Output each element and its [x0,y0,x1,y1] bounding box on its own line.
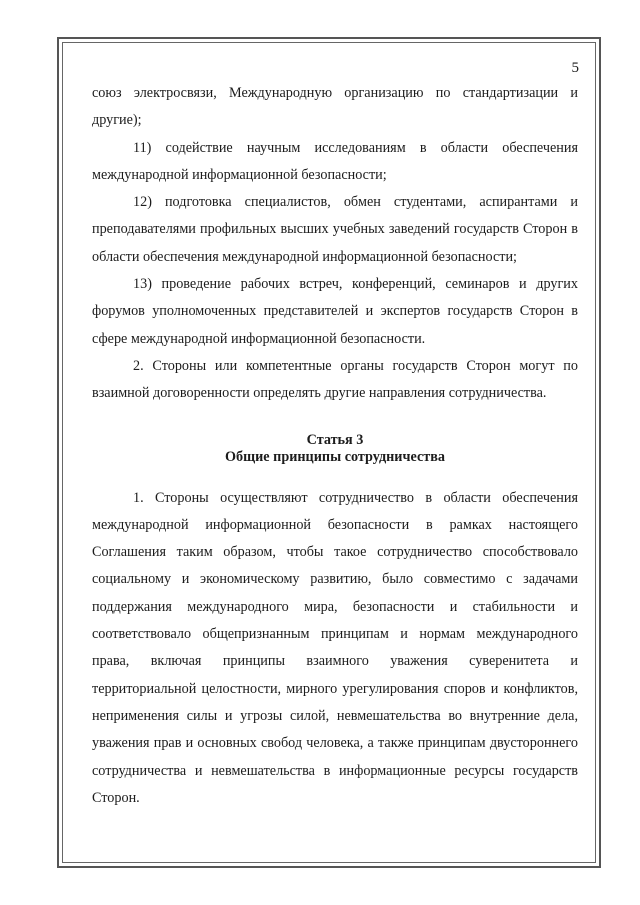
article-title: Общие принципы сотрудничества [225,448,445,465]
page-number: 5 [571,60,579,76]
paragraph-continuation: союз электросвязи, Международную организацию по стандартизации и другие); [92,85,578,129]
paragraph-section-2: 2. Стороны или компетентные органы государств Сторон могут по взаимной договоренности определять другие направления сотрудничества. [92,357,578,402]
paragraph-item-12: 12) подготовка специалистов, обмен студентами, аспирантами и преподавателями профильных высших учебных заведений государств Сторон в области обеспечения международной информационной безопасности; [92,194,578,265]
document-body [92,80,578,812]
paragraph-item-13: 13) проведение рабочих встреч, конференций, семинаров и других форумов уполномоченных представителей и экспертов государств Сторон в сфере международной информационной безопасности. [92,276,578,347]
article-heading [92,432,578,466]
article-number: Статья 3 [306,431,364,448]
article-paragraph-1: 1. Стороны осуществляют сотрудничество в области обеспечения международной информационной безопасности в рамках настоящего Соглашения таким образом, чтобы такое сотрудничество способствовало социальному и экономическому развитию, было совместимо с задачами поддержания международного мира, безопасности и стабильности и соответствовало общепризнанным принципам и нормам международного права, включая принципы взаимного уважения суверенитета и территориальной целостности, мирного урегулирования споров и конфликтов, неприменения силы и угрозы силой, невмешательства во внутренние дела, уважения прав и основных свобод человека, а также принципам двустороннего сотрудничества и невмешательства в информационные ресурсы государств Сторон. [92,489,578,806]
paragraph-item-11: 11) содействие научным исследованиям в области обеспечения международной информационной безопасности; [92,139,578,183]
